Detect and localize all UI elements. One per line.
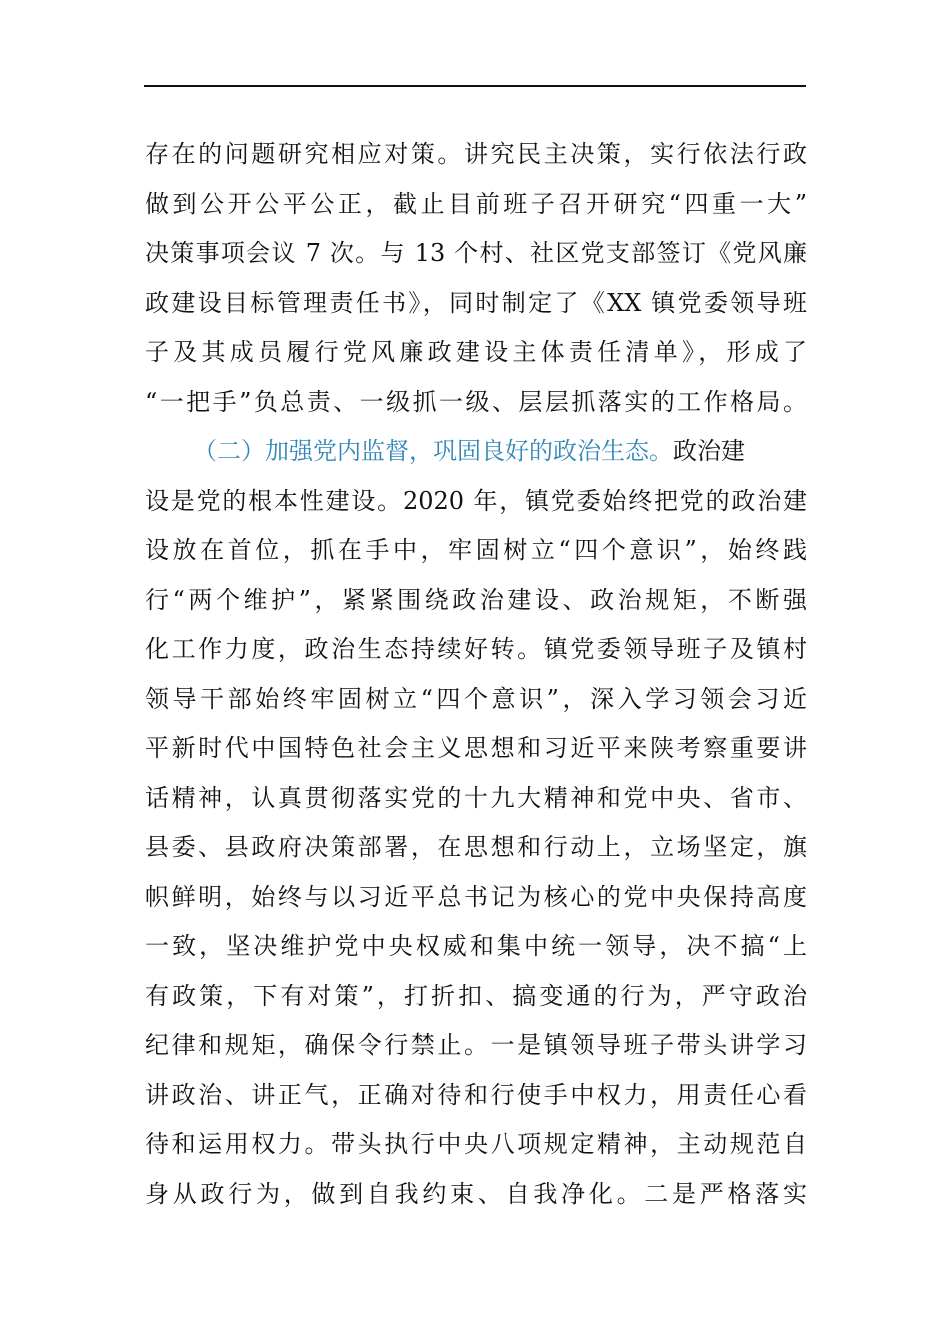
- body-line: 县委、县政府决策部署，在思想和行动上，立场坚定，旗: [145, 833, 807, 861]
- body-line: 纪律和规矩，确保令行禁止。一是镇领导班子带头讲学习: [145, 1031, 807, 1059]
- body-line: 讲政治、讲正气，正确对待和行使手中权力，用责任心看: [145, 1080, 807, 1109]
- body-line: 领导干部始终牢固树立“四个意识”，深入学习领会习近: [145, 684, 807, 713]
- header-rule: [144, 85, 806, 87]
- document-body: [145, 130, 807, 1219]
- body-line: 化工作力度，政治生态持续好转。镇党委领导班子及镇村: [145, 635, 807, 663]
- body-line: 设放在首位，抓在手中，牢固树立“四个意识”，始终践: [145, 536, 807, 564]
- body-line: 有政策，下有对策”，打折扣、搞变通的行为，严守政治: [145, 981, 807, 1010]
- section-first-line: [145, 427, 807, 477]
- body-line: 子及其成员履行党风廉政建设主体责任清单》，形成了: [145, 338, 807, 366]
- body-line: 行“两个维护”，紧紧围绕政治建设、政治规矩，不断强: [145, 585, 807, 614]
- body-line: 待和运用权力。带头执行中央八项规定精神，主动规范自: [145, 1130, 807, 1158]
- section-first-line-text: 政治建: [673, 437, 745, 465]
- body-line: 话精神，认真贯彻落实党的十九大精神和党中央、省市、: [145, 783, 807, 812]
- body-line: 平新时代中国特色社会主义思想和习近平来陕考察重要讲: [145, 734, 807, 762]
- body-line: “一把手”负总责、一级抓一级、层层抓落实的工作格局。: [145, 387, 807, 416]
- body-line: 帜鲜明，始终与以习近平总书记为核心的党中央保持高度: [145, 882, 807, 911]
- body-line: 做到公开公平公正，截止目前班子召开研究“四重一大”: [145, 189, 807, 218]
- body-line: 政建设目标管理责任书》，同时制定了《XX 镇党委领导班: [145, 288, 807, 317]
- body-line: 决策事项会议 7 次。与 13 个村、社区党支部签订《党风廉: [145, 239, 807, 267]
- section-heading: （二）加强党内监督，巩固良好的政治生态。: [193, 437, 673, 465]
- body-line: 一致，坚决维护党中央权威和集中统一领导，决不搞“上: [145, 932, 807, 960]
- body-line: 设是党的根本性建设。2020 年，镇党委始终把党的政治建: [145, 486, 807, 515]
- body-line: 存在的问题研究相应对策。讲究民主决策，实行依法行政: [145, 140, 807, 168]
- body-line: 身从政行为，做到自我约束、自我净化。二是严格落实: [145, 1179, 807, 1208]
